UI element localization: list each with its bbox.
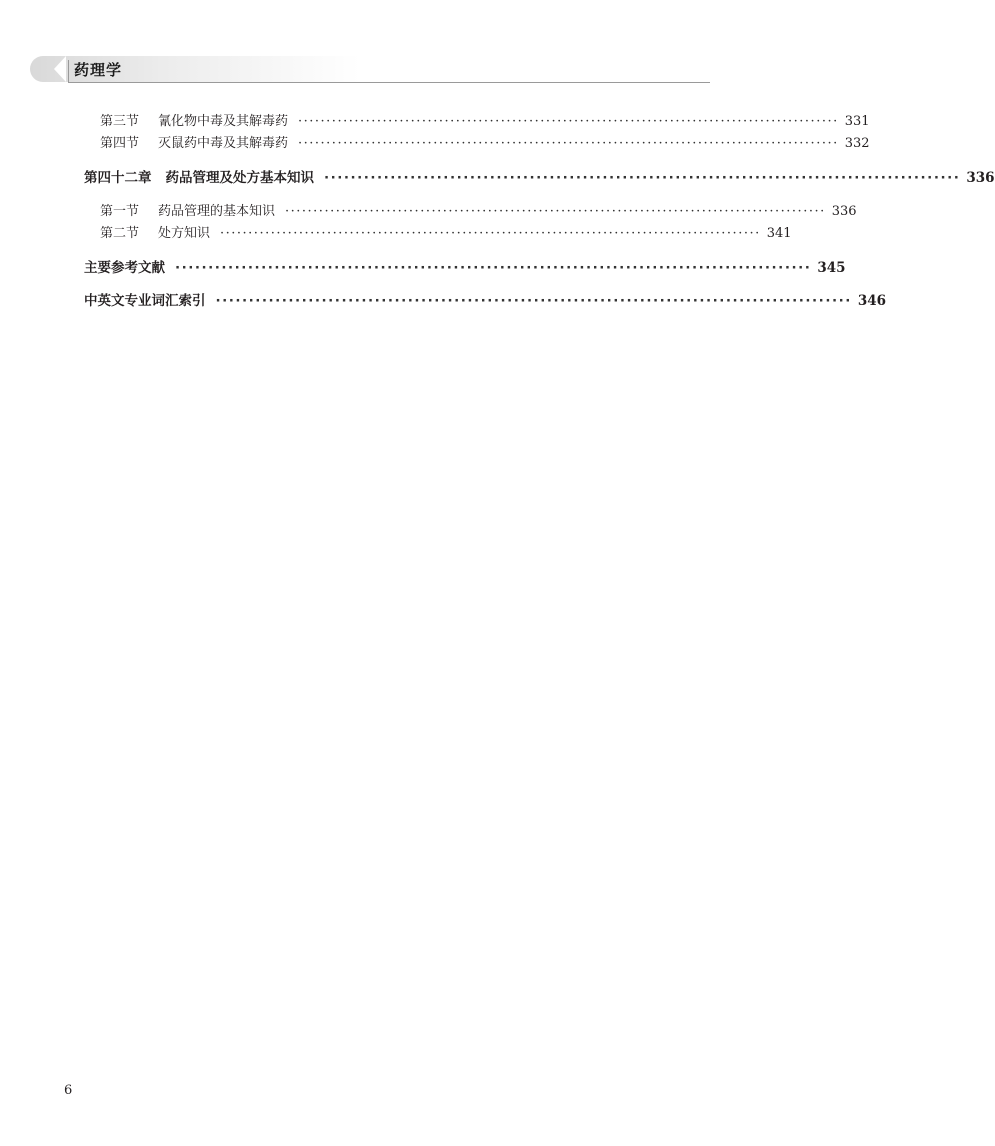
entry-page: 345 [817, 260, 846, 276]
dot-leader: ································································································ [324, 170, 961, 186]
entry-page: 336 [831, 204, 857, 219]
toc-entry-section[interactable] [100, 222, 792, 241]
header-divider-vertical [68, 60, 69, 83]
entry-number: 第四十二章 [84, 170, 152, 186]
toc-entry-section[interactable] [100, 110, 870, 129]
entry-title: 中英文专业词汇索引 [84, 293, 206, 309]
entry-number: 第四节 [100, 136, 140, 151]
header-tab-notch [54, 56, 66, 82]
entry-page: 346 [857, 293, 887, 309]
running-header [30, 56, 710, 86]
header-divider [68, 82, 710, 83]
page-number: 6 [64, 1083, 73, 1098]
dot-leader: ································································································ [220, 226, 761, 241]
toc-entry-references[interactable] [84, 256, 846, 276]
toc-entry-section[interactable] [100, 132, 870, 151]
dot-leader: ································································································ [298, 136, 839, 151]
dot-leader: ································································································ [285, 204, 826, 219]
entry-page: 332 [844, 136, 870, 151]
entry-number: 第三节 [100, 114, 140, 129]
book-title: 药理学 [74, 61, 123, 79]
entry-page: 341 [766, 226, 792, 241]
dot-leader: ································································································ [298, 114, 839, 129]
toc-entry-chapter[interactable] [84, 166, 995, 186]
entry-title: 药品管理及处方基本知识 [165, 170, 314, 186]
entry-title: 灭鼠药中毒及其解毒药 [158, 136, 289, 151]
entry-number: 第一节 [100, 204, 140, 219]
toc-entry-index[interactable] [84, 289, 887, 309]
toc-entry-section[interactable] [100, 200, 857, 219]
entry-number: 第二节 [100, 226, 140, 241]
dot-leader: ································································································ [175, 260, 812, 276]
dot-leader: ································································································ [215, 293, 852, 309]
entry-title: 处方知识 [158, 226, 211, 241]
entry-title: 药品管理的基本知识 [158, 204, 276, 219]
entry-title: 氰化物中毒及其解毒药 [158, 114, 289, 129]
entry-title: 主要参考文献 [84, 260, 165, 276]
entry-page: 336 [966, 170, 995, 186]
entry-page: 331 [844, 114, 870, 129]
